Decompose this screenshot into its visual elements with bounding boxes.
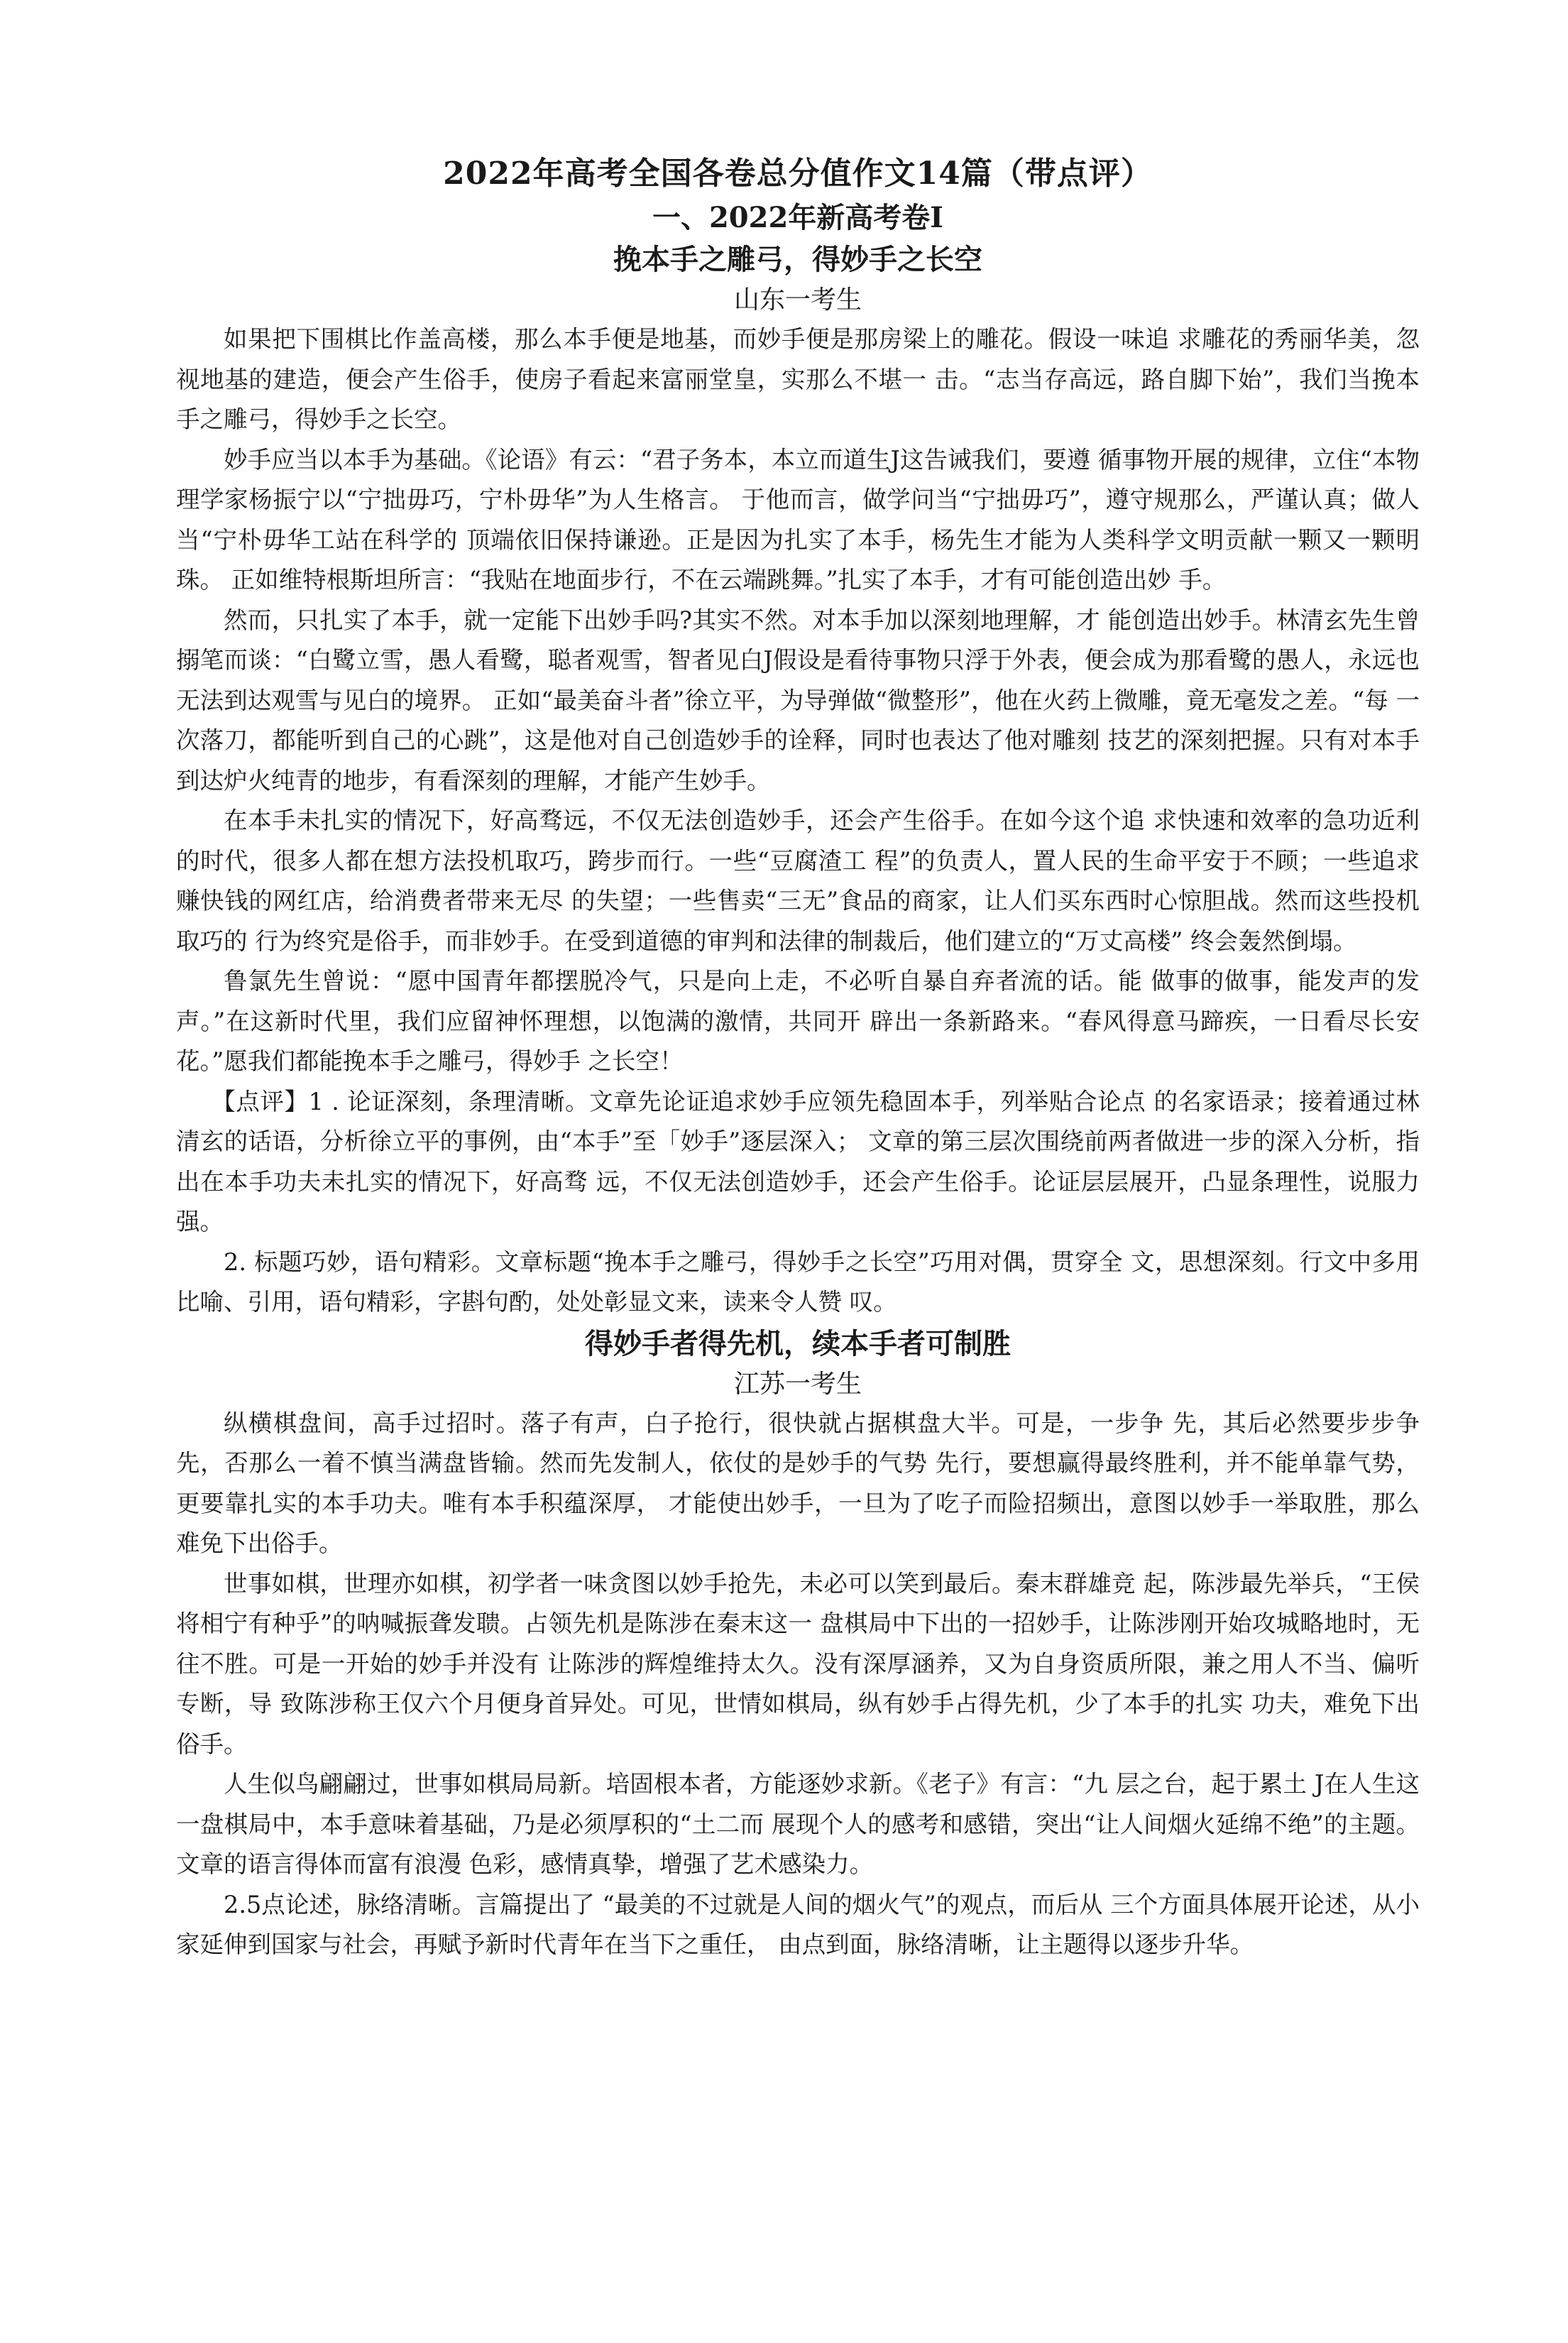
essay-1-paragraph: 妙手应当以本手为基础。《论语》有云：“君子务本，本立而道生J这告诫我们，要遵 循事物开展的规律，立住“本物理学家杨振宁以“宁拙毋巧，宁朴毋华”为人生格言。 于他而言，做学问当“宁拙毋巧”，遵守规那么，严谨认真；做人当“宁朴毋华工站在科学的 顶端依旧保持谦逊。正是因为扎实了本手，杨先生才能为人类科学文明贡献一颗又一颗明珠。 正如维特根斯坦所言：“我贴在地面步行，不在云端跳舞。”扎实了本手，才有可能创造出妙 手。: [176, 445, 1420, 594]
essay-1-paragraph: 鲁氯先生曾说：“愿中国青年都摆脱冷气，只是向上走，不必听自暴自弃者流的话。能 做事的做事，能发声的发声。”在这新时代里，我们应留神怀理想，以饱满的激情，共同开 辟出一条新路来。“春风得意马蹄疾，一日看尽长安花。”愿我们都能挽本手之雕弓，得妙手 之长空！: [176, 967, 1420, 1075]
essay-1-author: 山东一考生: [733, 285, 862, 315]
essay-2-paragraph: 人生似鸟翩翩过，世事如棋局局新。培固根本者，方能逐妙求新。《老子》有言：“九 层之台，起于累土 J在人生这一盘棋局中，本手意味着基础，乃是必须厚积的“土二而 展现个人的感考和感错，突出“让人间烟火延绵不绝”的主题。文章的语言得体而富有浪漫 色彩，感情真挚，增强了艺术感染力。: [176, 1770, 1420, 1878]
essay-2-paragraph: 2.5点论述，脉络清晰。言篇提出了 “最美的不过就是人间的烟火气”的观点，而后从 三个方面具体展开论述，从小家延伸到国家与社会，再赋予新时代青年在当下之重任， 由点到面，脉络清晰，让主题得以逐步升华。: [176, 1890, 1420, 1958]
essay-2-author: 江苏一考生: [733, 1369, 862, 1399]
essay-1-comment: 2. 标题巧妙，语句精彩。文章标题“挽本手之雕弓，得妙手之长空”巧用对偶，贯穿全 文，思想深刻。行文中多用比喻、引用，语句精彩，字斟句酌，处处彰显文来，读来令人赞 叹。: [176, 1247, 1420, 1316]
section-heading: 一、2022年新高考卷I: [652, 201, 944, 234]
document-title: 2022年高考全国各卷总分值作文14篇（带点评）: [443, 155, 1153, 192]
essay-1-paragraph: 然而，只扎实了本手，就一定能下出妙手吗?其实不然。对本手加以深刻地理解，才 能创造出妙手。林清玄先生曾搦笔而谈：“白鹭立雪，愚人看鹭，聪者观雪，智者见白J假设是看待事物只浮于外表，便会成为那看鹭的愚人，永远也无法到达观雪与见白的境界。 正如“最美奋斗者”徐立平，为导弹做“微整形”，他在火药上微雕，竟无毫发之差。“每 一次落刀，都能听到自己的心跳”，这是他对自己创造妙手的诠释，同时也表达了他对雕刻 技艺的深刻把握。只有对本手到达炉火纯青的地步，有看深刻的理解，才能产生妙手。: [176, 606, 1420, 794]
essay-1-comment: 【点评】1 . 论证深刻，条理清晰。文章先论证追求妙手应领先稳固本手，列举贴合论点 的名家语录；接着通过林清玄的话语，分析徐立平的事例，由“本手”至「妙手”逐层深入； 文章的第三层次围绕前两者做进一步的深入分析，指出在本手功夫未扎实的情况下，好高骛 远，不仅无法创造妙手，还会产生俗手。论证层层展开，凸显条理性，说服力强。: [176, 1087, 1420, 1235]
essay-1-title: 挽本手之雕弓，得妙手之长空: [613, 243, 982, 276]
essay-1-paragraph: 在本手未扎实的情况下，好高骛远，不仅无法创造妙手，还会产生俗手。在如今这个追 求快速和效率的急功近利的时代，很多人都在想方法投机取巧，跨步而行。一些“豆腐渣工 程”的负责人，置人民的生命平安于不顾；一些追求赚快钱的网红店，给消费者带来无尽 的失望；一些售卖“三无”食品的商家，让人们买东西时心惊胆战。然而这些投机取巧的 行为终究是俗手，而非妙手。在受到道德的审判和法律的制裁后，他们建立的“万丈高楼” 终会轰然倒塌。: [176, 807, 1420, 955]
essay-2-title: 得妙手者得先机，续本手者可制胜: [585, 1326, 1011, 1360]
essay-2-paragraph: 世事如棋，世理亦如棋，初学者一味贪图以妙手抢先，未必可以笑到最后。秦末群雄竞 起，陈涉最先举兵，“王侯将相宁有种乎”的呐喊振聋发聩。占领先机是陈涉在秦末这一 盘棋局中下出的一招妙手，让陈涉刚开始攻城略地时，无往不胜。可是一开始的妙手并没有 让陈涉的辉煌维持太久。没有深厚涵养，又为自身资质所限，兼之用人不当、偏听专断，导 致陈涉称王仅六个月便身首异处。可见，世情如棋局，纵有妙手占得先机，少了本手的扎实 功夫，难免下出俗手。: [176, 1569, 1420, 1758]
document-page: [176, 151, 1420, 1965]
essay-1-paragraph: 如果把下围棋比作盖高楼，那么本手便是地基，而妙手便是那房梁上的雕花。假设一味追 求雕花的秀丽华美，忽视地基的建造，便会产生俗手，使房子看起来富丽堂皇，实那么不堪一 击。“志当存高远，路自脚下始”，我们当挽本手之雕弓，得妙手之长空。: [176, 325, 1420, 433]
essay-2-paragraph: 纵横棋盘间，高手过招时。落子有声，白子抢行，很快就占据棋盘大半。可是，一步争 先，其后必然要步步争先，否那么一着不慎当满盘皆输。然而先发制人，依仗的是妙手的气势 先行，要想赢得最终胜利，并不能单靠气势，更要靠扎实的本手功夫。唯有本手积蕴深厚， 才能使出妙手，一旦为了吃子而险招频出，意图以妙手一举取胜，那么难免下出俗手。: [176, 1409, 1420, 1557]
